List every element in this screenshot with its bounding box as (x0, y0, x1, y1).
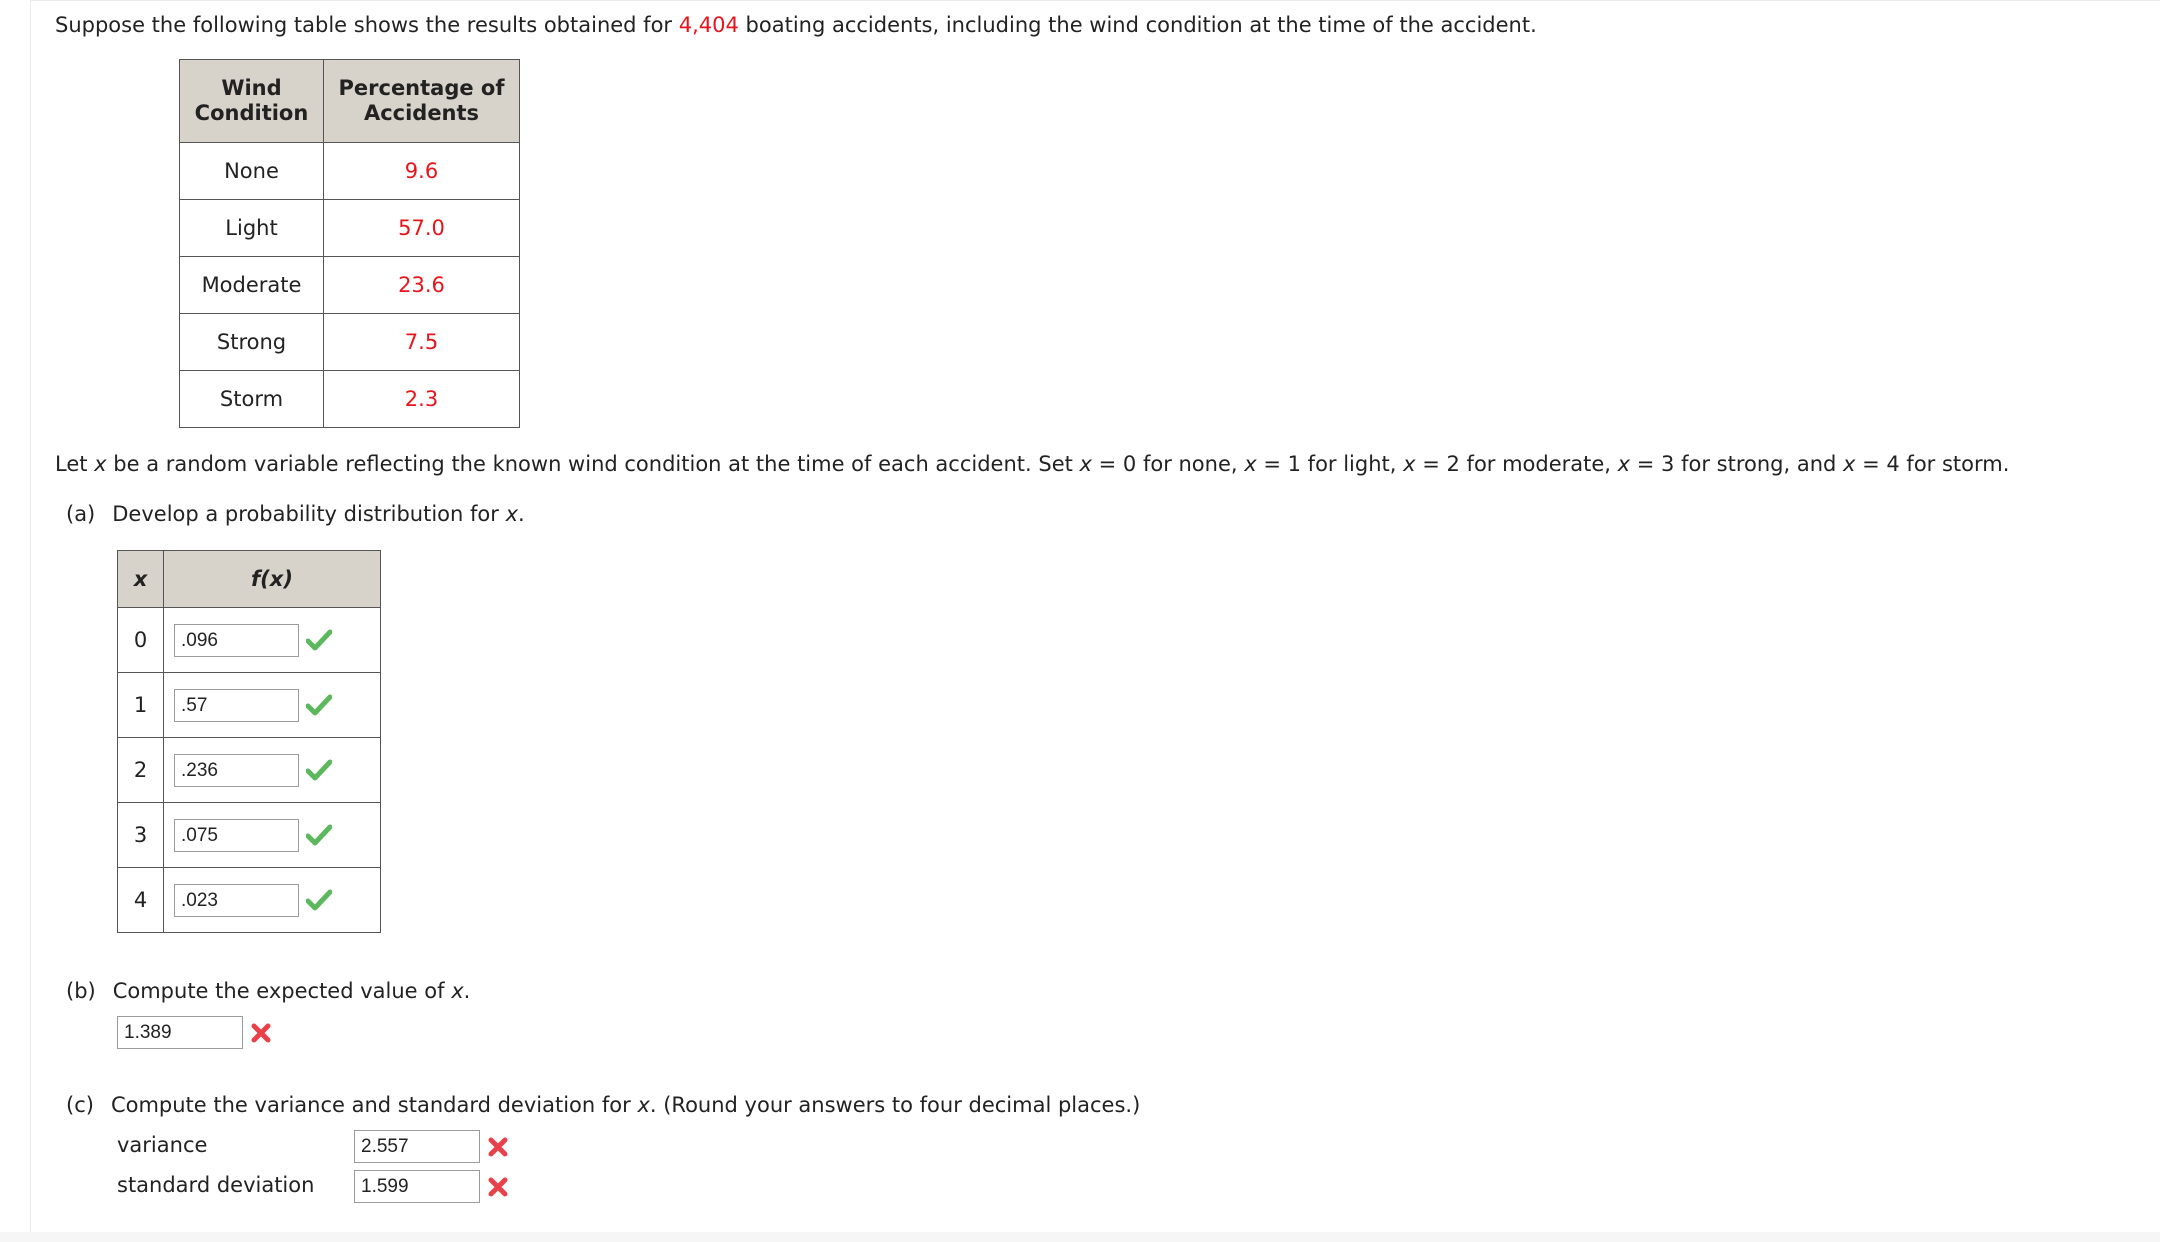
part-a-prompt (66, 504, 525, 525)
intro-after: boating accidents, including the wind condition at the time of the accident. (738, 13, 1537, 37)
accident-count: 4,404 (678, 13, 739, 37)
definition-text: be a random variable reflecting the known wind condition at the time of each accident. Set (106, 452, 1080, 476)
table-row (118, 738, 381, 803)
part-a-text: Develop a probability distribution for (112, 502, 506, 526)
table-row (180, 200, 520, 257)
fx-cell (164, 803, 381, 868)
fx-cell (164, 673, 381, 738)
table-row (118, 868, 381, 933)
variable-x: x (637, 1093, 650, 1117)
wind-condition-cell: Light (180, 200, 324, 257)
variable-x: x (1079, 452, 1092, 476)
expected-value-row (117, 1016, 272, 1049)
table-row (180, 371, 520, 428)
variable-x: x (1617, 452, 1631, 476)
table-row (118, 803, 381, 868)
variable-x: x (451, 979, 464, 1003)
x-value-cell: 1 (118, 673, 164, 738)
part-b-end: . (463, 979, 471, 1003)
standard-deviation-label: standard deviation (117, 1173, 315, 1197)
definition-text: = 2 for moderate, (1415, 452, 1618, 476)
part-b-label: (b) (66, 979, 96, 1003)
x-value-cell: 0 (118, 608, 164, 673)
table-row (118, 673, 381, 738)
check-icon (306, 629, 332, 651)
variance-row (354, 1130, 509, 1163)
wind-condition-table (179, 59, 520, 428)
part-c-end: . (Round your answers to four decimal places.) (649, 1093, 1141, 1117)
fx-answer-input[interactable]: .236 (174, 754, 299, 787)
percentage-cell: 23.6 (324, 257, 520, 314)
variance-label: variance (117, 1133, 208, 1157)
part-b-text: Compute the expected value of (112, 979, 452, 1003)
percentage-cell: 57.0 (324, 200, 520, 257)
header-wind-condition (180, 60, 324, 143)
part-a-label: (a) (66, 502, 96, 526)
standard-deviation-row (354, 1170, 509, 1203)
variable-definition (55, 454, 2009, 475)
header-percentage-label: Percentage of Accidents (338, 76, 505, 125)
fx-cell (164, 608, 381, 673)
intro-before: Suppose the following table shows the results obtained for (55, 13, 679, 37)
table-row (180, 257, 520, 314)
check-icon (306, 889, 332, 911)
table-row (180, 314, 520, 371)
cross-icon (250, 1022, 272, 1044)
header-fx: f(x) (164, 551, 381, 608)
definition-text: = 3 for strong, and (1630, 452, 1844, 476)
table-row (118, 608, 381, 673)
check-icon (306, 694, 332, 716)
part-c-prompt (66, 1095, 1140, 1116)
x-value-cell: 2 (118, 738, 164, 803)
fx-cell (164, 868, 381, 933)
definition-text: = 0 for none, (1091, 452, 1245, 476)
page-bottom-shade (0, 1232, 2160, 1242)
page-left-border (30, 0, 31, 1242)
wind-condition-cell: Moderate (180, 257, 324, 314)
wind-condition-cell: Strong (180, 314, 324, 371)
percentage-cell: 9.6 (324, 143, 520, 200)
wind-condition-cell: Storm (180, 371, 324, 428)
table-row (180, 143, 520, 200)
probability-distribution-table (117, 550, 381, 933)
x-value-cell: 3 (118, 803, 164, 868)
expected-value-input[interactable]: 1.389 (117, 1016, 243, 1049)
page-top-border (30, 0, 2160, 1)
x-value-cell: 4 (118, 868, 164, 933)
fx-answer-input[interactable]: .023 (174, 884, 299, 917)
fx-answer-input[interactable]: .096 (174, 624, 299, 657)
header-percentage (324, 60, 520, 143)
fx-cell (164, 738, 381, 803)
variable-x: x (1403, 452, 1416, 476)
variable-x: x (1843, 452, 1856, 476)
part-c-text: Compute the variance and standard deviation for (110, 1093, 638, 1117)
part-b-prompt (66, 981, 470, 1002)
definition-text: = 4 for storm. (1855, 452, 2010, 476)
variable-x: x (505, 502, 518, 526)
fx-answer-input[interactable]: .075 (174, 819, 299, 852)
part-c-label: (c) (66, 1093, 94, 1117)
definition-text: Let (55, 452, 95, 476)
standard-deviation-input[interactable]: 1.599 (354, 1170, 480, 1203)
cross-icon (487, 1136, 509, 1158)
header-x: x (118, 551, 164, 608)
intro-text (55, 15, 1537, 36)
wind-condition-cell: None (180, 143, 324, 200)
variable-x: x (94, 452, 107, 476)
check-icon (306, 759, 332, 781)
fx-answer-input[interactable]: .57 (174, 689, 299, 722)
header-wind-condition-label: Wind Condition (194, 76, 309, 125)
definition-text: = 1 for light, (1256, 452, 1404, 476)
variable-x: x (1244, 452, 1257, 476)
cross-icon (487, 1176, 509, 1198)
check-icon (306, 824, 332, 846)
percentage-cell: 7.5 (324, 314, 520, 371)
variance-input[interactable]: 2.557 (354, 1130, 480, 1163)
part-a-end: . (518, 502, 525, 526)
percentage-cell: 2.3 (324, 371, 520, 428)
